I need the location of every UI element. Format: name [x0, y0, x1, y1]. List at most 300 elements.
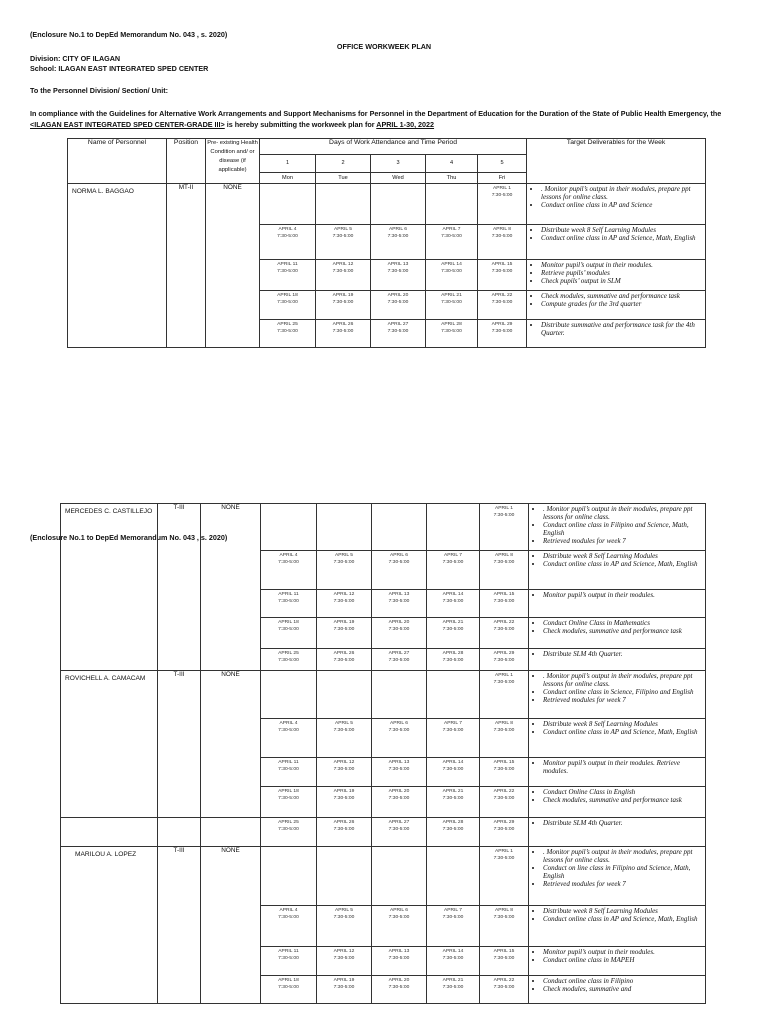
- day-cell: [260, 260, 316, 291]
- day-time: 7:30-5:00: [333, 984, 355, 990]
- week-row: [61, 847, 706, 906]
- day-time: 7:30-5:00: [493, 914, 515, 920]
- header-preexisting-condition: Pre- existing Health Condition and/ or disease (if applicable): [206, 139, 260, 184]
- day-cell: [427, 719, 480, 758]
- day-time: 7:30-5:00: [388, 826, 410, 832]
- day-time: 7:30-5:00: [333, 598, 355, 604]
- day-date: APRIL 25: [277, 322, 298, 327]
- day-date: APRIL 7: [442, 227, 461, 232]
- day-time: 7:30-5:00: [332, 233, 354, 239]
- day-time: 7:30-5:00: [277, 299, 298, 305]
- day-date: APRIL 1: [494, 849, 514, 854]
- day-time: 7:30-5:00: [333, 626, 355, 632]
- day-date: APRIL 11: [278, 760, 299, 765]
- deliverables-list: [527, 260, 705, 286]
- day-date: APRIL 4: [279, 553, 298, 558]
- day-date: APRIL 5: [333, 227, 353, 232]
- deliverable-item: • Monitor pupil’s output in their modules. Retrieve modules.: [543, 759, 703, 775]
- day-cell: [260, 225, 316, 260]
- deliverables-cell: [529, 947, 706, 976]
- day-date: APRIL 6: [388, 227, 408, 232]
- day-time: 7:30-5:00: [332, 299, 354, 305]
- compliance-text-2: is hereby submitting the workweek plan for: [224, 120, 377, 129]
- day-cell: [427, 976, 480, 1004]
- day-date: APRIL 5: [334, 553, 354, 558]
- personnel-condition: NONE: [201, 671, 261, 818]
- document-title: OFFICE WORKWEEK PLAN: [336, 42, 432, 51]
- day-cell: [261, 847, 317, 906]
- day-cell: [316, 320, 371, 348]
- day-time: 7:30-5:00: [493, 955, 515, 961]
- day-cell: [372, 758, 427, 787]
- day-date: APRIL 12: [333, 760, 355, 765]
- unit-name: <ILAGAN EAST INTEGRATED SPED CENTER-GRADE III>: [30, 120, 225, 129]
- personnel-condition: NONE: [206, 184, 260, 348]
- day-time: 7:30-5:00: [388, 559, 410, 565]
- day-cell: [480, 847, 529, 906]
- day-cell: [261, 947, 317, 976]
- day-cell: [372, 847, 427, 906]
- day-cell: [261, 671, 317, 719]
- day-date: APRIL 19: [333, 978, 355, 983]
- workweek-table-page2: [60, 503, 706, 1004]
- day-time: 7:30-5:00: [333, 914, 355, 920]
- day-cell: [426, 260, 478, 291]
- day-cell: [427, 590, 480, 618]
- day-cell: [427, 758, 480, 787]
- day-time: 7:30-5:00: [493, 984, 515, 990]
- day-date: APRIL 28: [442, 820, 464, 825]
- day-date: APRIL 18: [278, 978, 299, 983]
- day-time: 7:30-5:00: [388, 955, 410, 961]
- day-time: 7:30-5:00: [387, 299, 409, 305]
- day-date: APRIL 26: [333, 651, 355, 656]
- day-cell: [480, 618, 529, 649]
- day-cell: [478, 320, 527, 348]
- day-date: APRIL 25: [278, 651, 299, 656]
- deliverables-list: [529, 671, 705, 705]
- day-cell: [480, 758, 529, 787]
- day-cell: [480, 649, 529, 671]
- day-cell: [261, 976, 317, 1004]
- day-cell: [317, 671, 372, 719]
- day-date: APRIL 6: [389, 721, 409, 726]
- deliverable-item: • Distribute week 8 Self Learning Modules: [543, 720, 703, 728]
- day-date: APRIL 27: [388, 820, 410, 825]
- day-time: 7:30-5:00: [387, 328, 409, 334]
- day-cell: [316, 184, 371, 225]
- deliverables-cell: [529, 976, 706, 1004]
- day-time: 7:30-5:00: [333, 657, 355, 663]
- workweek-table-page1: [67, 138, 706, 348]
- day-date: APRIL 4: [279, 908, 298, 913]
- day-cell: [427, 787, 480, 818]
- day-time: 7:30-5:00: [441, 328, 462, 334]
- deliverables-cell: [529, 787, 706, 818]
- day-time: 7:30-5:00: [388, 626, 410, 632]
- day-cell: [372, 906, 427, 947]
- day-cell: [426, 184, 478, 225]
- day-date: APRIL 18: [277, 293, 298, 298]
- day-number-4: 4: [426, 155, 478, 173]
- day-cell: [316, 260, 371, 291]
- day-time: 7:30-5:00: [491, 328, 513, 334]
- day-time: 7:30-5:00: [442, 826, 464, 832]
- day-time: 7:30-5:00: [278, 955, 299, 961]
- personnel-name-empty: [61, 818, 158, 847]
- compliance-paragraph: [30, 108, 742, 130]
- division-line: Division: CITY OF ILAGAN: [30, 54, 121, 63]
- day-date: APRIL 13: [388, 592, 410, 597]
- day-cell: [371, 291, 426, 320]
- day-number-2: 2: [316, 155, 371, 173]
- day-time: 7:30-5:00: [278, 766, 299, 772]
- day-date: APRIL 14: [442, 760, 464, 765]
- day-number-3: 3: [371, 155, 426, 173]
- deliverable-item: • Conduct Online Class in English: [543, 788, 703, 796]
- day-time: 7:30-5:00: [278, 657, 299, 663]
- day-cell: [261, 906, 317, 947]
- day-cell: [317, 590, 372, 618]
- day-time: 7:30-5:00: [387, 268, 409, 274]
- day-cell: [427, 947, 480, 976]
- header-days-of-work: Days of Work Attendance and Time Period: [260, 139, 527, 155]
- day-date: APRIL 19: [332, 293, 354, 298]
- deliverable-item: • Retrieved modules for week 7: [543, 537, 703, 545]
- day-date: APRIL 19: [333, 789, 355, 794]
- deliverables-cell: [529, 590, 706, 618]
- day-cell: [261, 818, 317, 847]
- personnel-position: MT-II: [167, 184, 206, 348]
- day-time: 7:30-5:00: [493, 679, 515, 685]
- deliverable-item: • . Monitor pupil’s output in their modules, prepare ppt lessons for online class.: [543, 848, 703, 864]
- deliverables-cell: [529, 551, 706, 590]
- deliverable-item: • Distribute week 8 Self Learning Modules: [543, 907, 703, 915]
- day-date: APRIL 1: [494, 506, 514, 511]
- day-cell: [372, 976, 427, 1004]
- day-date: APRIL 12: [333, 592, 355, 597]
- day-cell: [317, 618, 372, 649]
- day-time: 7:30-5:00: [333, 955, 355, 961]
- deliverable-item: • Distribute summative and performance task for the 4th Quarter.: [541, 321, 703, 337]
- deliverables-list: [529, 719, 705, 737]
- deliverable-item: • Conduct Online Class in Mathematics: [543, 619, 703, 627]
- day-date: APRIL 27: [388, 651, 410, 656]
- deliverables-list: [529, 551, 705, 569]
- day-time: 7:30-5:00: [493, 826, 515, 832]
- day-cell: [426, 225, 478, 260]
- week-row: [61, 504, 706, 551]
- deliverable-item: • Distribute week 8 Self Learning Modules: [543, 552, 703, 560]
- day-time: 7:30-5:00: [333, 795, 355, 801]
- day-time: 7:30-5:00: [278, 914, 299, 920]
- day-cell: [261, 649, 317, 671]
- day-date: APRIL 22: [493, 620, 515, 625]
- deliverable-item: • . Monitor pupil’s output in their modules, prepare ppt lessons for online class.: [543, 505, 703, 521]
- day-date: APRIL 21: [441, 293, 462, 298]
- day-cell: [427, 504, 480, 551]
- deliverables-cell: [527, 260, 706, 291]
- week-row: [61, 671, 706, 719]
- day-date: APRIL 27: [387, 322, 409, 327]
- day-cell: [372, 947, 427, 976]
- personnel-position-empty: [158, 818, 201, 847]
- day-cell: [372, 551, 427, 590]
- personnel-position: T-III: [158, 504, 201, 671]
- day-time: 7:30-5:00: [277, 233, 298, 239]
- day-cell: [317, 847, 372, 906]
- deliverables-list: [527, 184, 705, 210]
- day-date: APRIL 15: [493, 760, 515, 765]
- day-number-5: 5: [478, 155, 527, 173]
- deliverables-cell: [529, 719, 706, 758]
- day-cell: [372, 618, 427, 649]
- deliverables-list: [527, 225, 705, 243]
- day-cell: [480, 671, 529, 719]
- school-line: School: ILAGAN EAST INTEGRATED SPED CENTER: [30, 64, 209, 73]
- deliverables-cell: [529, 649, 706, 671]
- day-date: APRIL 20: [388, 978, 410, 983]
- day-cell: [317, 551, 372, 590]
- day-cell: [317, 976, 372, 1004]
- day-time: 7:30-5:00: [442, 626, 464, 632]
- deliverables-cell: [527, 184, 706, 225]
- day-cell: [427, 649, 480, 671]
- day-date: APRIL 21: [442, 620, 464, 625]
- day-time: 7:30-5:00: [388, 727, 410, 733]
- deliverable-item: • Check modules, summative and performance task: [541, 292, 703, 300]
- day-cell: [260, 184, 316, 225]
- day-date: APRIL 26: [332, 322, 354, 327]
- day-cell: [371, 225, 426, 260]
- deliverable-item: • Conduct online class in Science, Filipino and English: [543, 688, 703, 696]
- deliverable-item: • Conduct online class in AP and Science, Math, English: [543, 728, 703, 736]
- day-date: APRIL 22: [493, 978, 515, 983]
- day-cell: [261, 504, 317, 551]
- deliverable-item: • Retrieve pupils’ modules: [541, 269, 703, 277]
- day-name-5: Fri: [478, 173, 527, 184]
- day-date: APRIL 8: [494, 908, 514, 913]
- day-cell: [478, 260, 527, 291]
- day-date: APRIL 21: [442, 978, 464, 983]
- day-cell: [478, 291, 527, 320]
- day-cell: [478, 225, 527, 260]
- week-row: [61, 818, 706, 847]
- day-cell: [260, 291, 316, 320]
- deliverable-item: • Conduct online class in AP and Science, Math, English: [543, 560, 703, 568]
- day-date: APRIL 29: [491, 322, 513, 327]
- day-cell: [371, 320, 426, 348]
- deliverable-item: • Check modules, summative and: [543, 985, 703, 993]
- day-cell: [480, 818, 529, 847]
- day-cell: [427, 906, 480, 947]
- day-date: APRIL 14: [441, 262, 462, 267]
- day-date: APRIL 15: [491, 262, 513, 267]
- day-date: APRIL 11: [278, 592, 299, 597]
- day-date: APRIL 19: [333, 620, 355, 625]
- day-cell: [426, 291, 478, 320]
- deliverable-item: • Conduct online class in AP and Science, Math, English: [541, 234, 703, 242]
- deliverable-item: • Distribute week 8 Self Learning Modules: [541, 226, 703, 234]
- day-cell: [317, 947, 372, 976]
- day-date: APRIL 20: [388, 789, 410, 794]
- day-date: APRIL 18: [278, 620, 299, 625]
- deliverables-list: [527, 291, 705, 309]
- day-cell: [372, 649, 427, 671]
- day-date: APRIL 26: [333, 820, 355, 825]
- day-date: APRIL 15: [493, 592, 515, 597]
- deliverable-item: • . Monitor pupil’s output in their modules, prepare ppt lessons for online class.: [543, 672, 703, 688]
- day-time: 7:30-5:00: [278, 626, 299, 632]
- day-date: APRIL 25: [278, 820, 299, 825]
- deliverables-list: [529, 618, 705, 636]
- day-cell: [372, 671, 427, 719]
- deliverable-item: • Conduct online class in MAPEH: [543, 956, 703, 964]
- day-time: 7:30-5:00: [491, 192, 513, 198]
- day-time: 7:30-5:00: [442, 795, 464, 801]
- day-time: 7:30-5:00: [278, 559, 299, 565]
- deliverables-list: [527, 320, 705, 338]
- day-date: APRIL 8: [494, 721, 514, 726]
- deliverables-list: [529, 504, 705, 546]
- day-time: 7:30-5:00: [442, 598, 464, 604]
- day-cell: [261, 719, 317, 758]
- day-time: 7:30-5:00: [493, 855, 515, 861]
- day-date: APRIL 12: [333, 949, 355, 954]
- day-cell: [480, 947, 529, 976]
- day-cell: [261, 618, 317, 649]
- day-cell: [261, 758, 317, 787]
- day-date: APRIL 5: [334, 908, 354, 913]
- deliverables-cell: [527, 225, 706, 260]
- personnel-condition-empty: [201, 818, 261, 847]
- day-time: 7:30-5:00: [388, 657, 410, 663]
- personnel-name: MERCEDES C. CASTILLEJO: [61, 504, 158, 671]
- enclosure-note-page2: (Enclosure No.1 to DepEd Memorandum No. 043 , s. 2020): [30, 533, 228, 542]
- day-cell: [426, 320, 478, 348]
- deliverables-list: [529, 649, 705, 659]
- deliverables-cell: [527, 291, 706, 320]
- day-time: 7:30-5:00: [388, 795, 410, 801]
- day-date: APRIL 20: [388, 620, 410, 625]
- day-date: APRIL 29: [493, 651, 515, 656]
- day-date: APRIL 12: [332, 262, 354, 267]
- header-name-of-personnel: Name of Personnel: [68, 139, 167, 184]
- day-cell: [427, 847, 480, 906]
- day-cell: [317, 906, 372, 947]
- day-date: APRIL 22: [491, 293, 513, 298]
- personnel-condition: NONE: [201, 847, 261, 1004]
- day-cell: [261, 787, 317, 818]
- day-time: 7:30-5:00: [333, 826, 355, 832]
- day-time: 7:30-5:00: [441, 268, 462, 274]
- day-cell: [372, 504, 427, 551]
- deliverable-item: • Monitor pupil’s output in their modules.: [541, 261, 703, 269]
- day-cell: [427, 818, 480, 847]
- personnel-name: MARILOU A. LOPEZ: [61, 847, 158, 1004]
- day-time: 7:30-5:00: [441, 299, 462, 305]
- day-cell: [372, 590, 427, 618]
- day-time: 7:30-5:00: [277, 328, 298, 334]
- day-time: 7:30-5:00: [493, 657, 515, 663]
- deliverable-item: • Conduct online class in AP and Science, Math, English: [543, 915, 703, 923]
- header-target-deliverables: Target Deliverables for the Week: [527, 139, 706, 184]
- day-time: 7:30-5:00: [493, 795, 515, 801]
- day-cell: [480, 906, 529, 947]
- day-time: 7:30-5:00: [491, 233, 513, 239]
- day-time: 7:30-5:00: [277, 268, 298, 274]
- personnel-name: ROVICHELL A. CAMACAM: [61, 671, 158, 818]
- day-date: APRIL 13: [388, 949, 410, 954]
- day-date: APRIL 5: [334, 721, 354, 726]
- deliverables-list: [529, 947, 705, 965]
- day-date: APRIL 8: [494, 553, 514, 558]
- day-date: APRIL 6: [389, 553, 409, 558]
- day-cell: [480, 976, 529, 1004]
- day-time: 7:30-5:00: [442, 559, 464, 565]
- deliverable-item: • Conduct online class in Filipino: [543, 977, 703, 985]
- deliverables-cell: [529, 504, 706, 551]
- day-name-2: Tue: [316, 173, 371, 184]
- day-cell: [480, 590, 529, 618]
- day-cell: [478, 184, 527, 225]
- day-date: APRIL 20: [387, 293, 409, 298]
- day-date: APRIL 1: [493, 186, 512, 191]
- day-time: 7:30-5:00: [493, 512, 515, 518]
- day-time: 7:30-5:00: [388, 984, 410, 990]
- day-cell: [317, 504, 372, 551]
- deliverable-item: • Monitor pupil’s output in their modules.: [543, 591, 703, 599]
- personnel-position: T-III: [158, 671, 201, 818]
- day-cell: [317, 649, 372, 671]
- deliverables-list: [529, 906, 705, 924]
- day-date: APRIL 28: [442, 651, 464, 656]
- day-date: APRIL 18: [278, 789, 299, 794]
- day-time: 7:30-5:00: [493, 626, 515, 632]
- day-time: 7:30-5:00: [278, 795, 299, 801]
- day-cell: [316, 225, 371, 260]
- deliverables-cell: [529, 906, 706, 947]
- day-time: 7:30-5:00: [388, 598, 410, 604]
- deliverable-item: • . Monitor pupil’s output in their modules, prepare ppt lessons for online class.: [541, 185, 703, 201]
- deliverables-cell: [529, 671, 706, 719]
- day-date: APRIL 13: [388, 760, 410, 765]
- deliverables-list: [529, 847, 705, 889]
- day-cell: [317, 818, 372, 847]
- day-cell: [372, 787, 427, 818]
- day-time: 7:30-5:00: [442, 955, 464, 961]
- day-cell: [261, 590, 317, 618]
- day-date: APRIL 11: [277, 262, 298, 267]
- deliverables-list: [529, 590, 705, 600]
- day-cell: [480, 504, 529, 551]
- day-time: 7:30-5:00: [278, 598, 299, 604]
- week-row: [68, 184, 706, 225]
- day-time: 7:30-5:00: [333, 727, 355, 733]
- day-number-1: 1: [260, 155, 316, 173]
- deliverables-cell: [529, 758, 706, 787]
- day-date: APRIL 7: [443, 553, 463, 558]
- addressee-line: To the Personnel Division/ Section/ Unit:: [30, 86, 169, 95]
- day-time: 7:30-5:00: [332, 268, 354, 274]
- day-time: 7:30-5:00: [441, 233, 462, 239]
- day-date: APRIL 4: [279, 721, 298, 726]
- personnel-name: NORMA L. BAGGAO: [68, 184, 167, 348]
- day-cell: [427, 671, 480, 719]
- deliverable-item: • Monitor pupil’s output in their modules.: [543, 948, 703, 956]
- day-time: 7:30-5:00: [333, 559, 355, 565]
- day-time: 7:30-5:00: [442, 914, 464, 920]
